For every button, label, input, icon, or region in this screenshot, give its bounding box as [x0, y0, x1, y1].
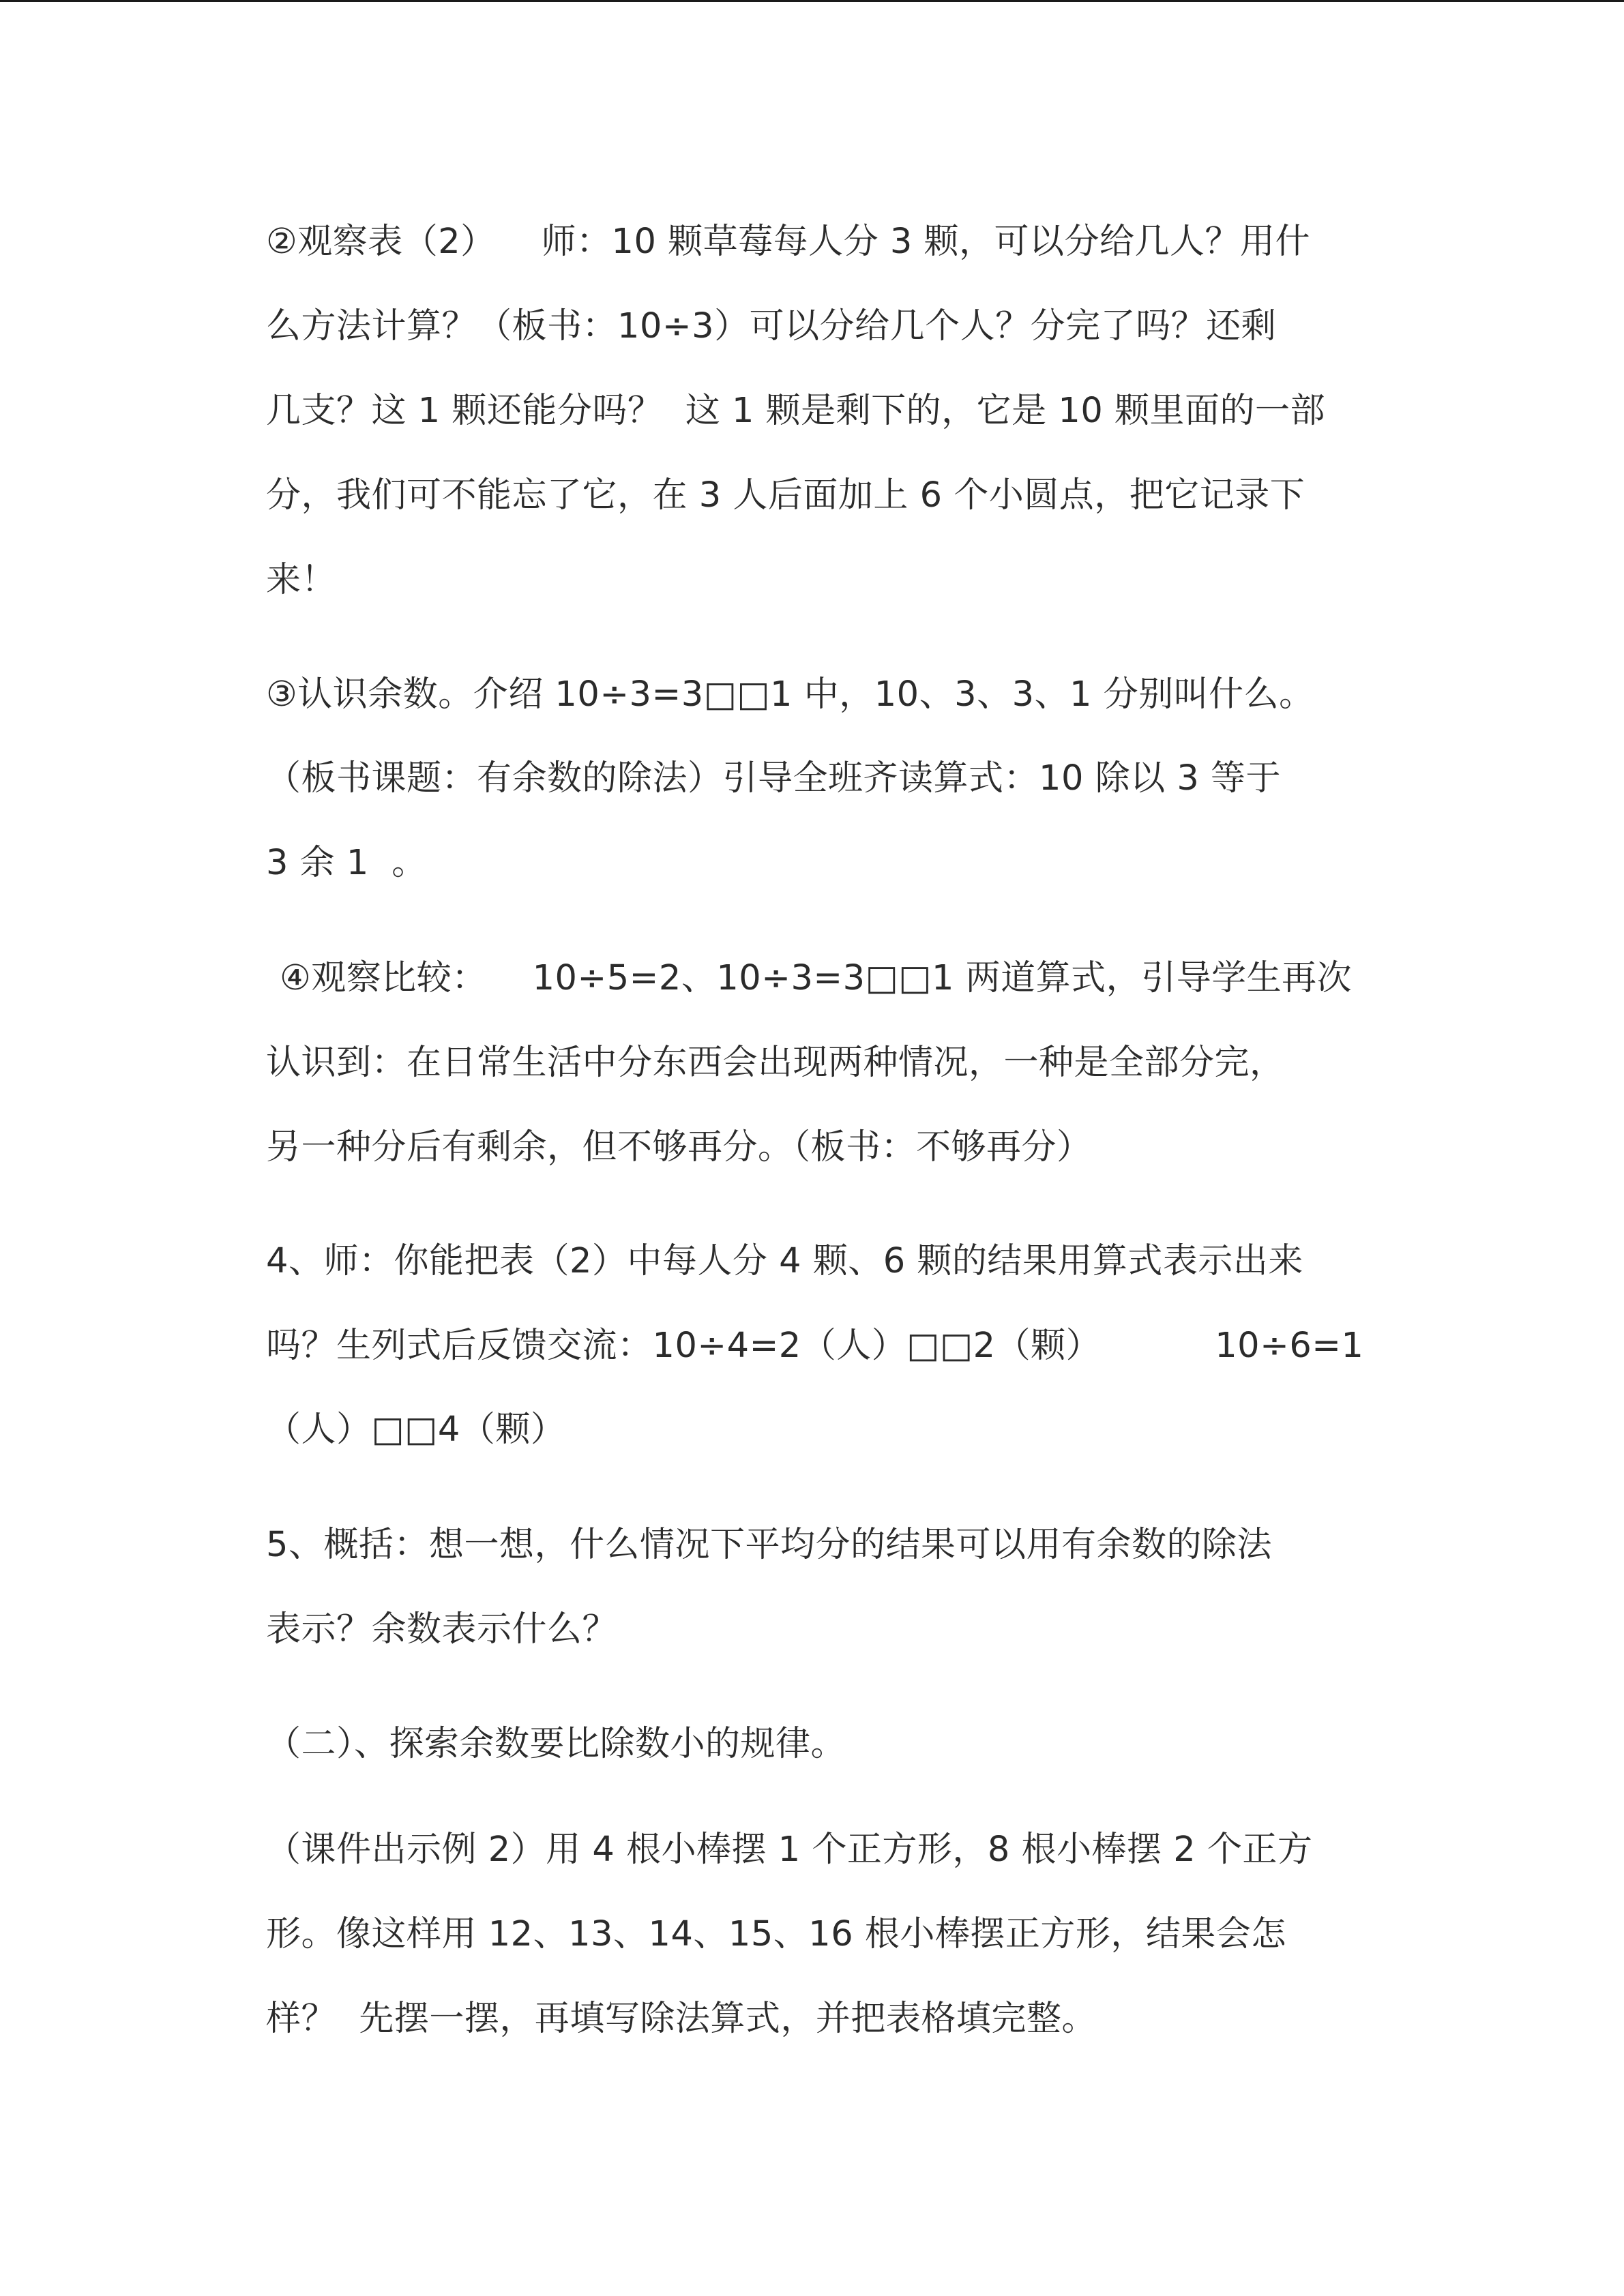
text-line: 表示？余数表示什么？ [266, 1609, 618, 1650]
text-line: 5、概括：想一想，什么情况下平均分的结果可以用有余数的除法 [266, 1525, 1272, 1565]
text-line: ③认识余数。介绍 10÷3=3□□1 中，10、3、3、1 分别叫什么。 [266, 674, 1314, 715]
text-line: 分，我们可不能忘了它，在 3 人后面加上 6 个小圆点，把它记录下 [266, 475, 1305, 516]
text-line: 认识到：在日常生活中分东西会出现两种情况，一种是全部分完， [266, 1043, 1285, 1083]
page-top-border [0, 0, 1624, 2]
text-line: （人）□□4（颗） [266, 1410, 566, 1450]
text-line: 么方法计算？（板书：10÷3）可以分给几个人？分完了吗？还剩 [266, 306, 1277, 346]
text-line: 样？ 先摆一摆，再填写除法算式，并把表格填完整。 [266, 1999, 1097, 2039]
text-line: 来！ [266, 560, 337, 600]
text-line: 吗？生列式后反馈交流：10÷4=2（人）□□2（颗） 10÷6=1 [266, 1326, 1364, 1366]
text-line: 另一种分后有剩余，但不够再分。（板书：不够再分） [266, 1127, 1092, 1167]
text-line: （课件出示例 2）用 4 根小棒摆 1 个正方形，8 根小棒摆 2 个正方 [266, 1830, 1313, 1870]
text-line: 形。像这样用 12、13、14、15、16 根小棒摆正方形，结果会怎 [266, 1914, 1286, 1954]
text-line: ④观察比较： 10÷5=2、10÷3=3□□1 两道算式，引导学生再次 [280, 958, 1353, 998]
text-line: 4、师：你能把表（2）中每人分 4 颗、6 颗的结果用算式表示出来 [266, 1241, 1303, 1281]
text-line: （板书课题：有余数的除法）引导全班齐读算式：10 除以 3 等于 [266, 758, 1281, 799]
section-heading: （二）、探索余数要比除数小的规律。 [266, 1724, 846, 1764]
text-line: ②观察表（2） 师：10 颗草莓每人分 3 颗，可以分给几人？用什 [266, 222, 1310, 262]
text-line: 几支？这 1 颗还能分吗？ 这 1 颗是剩下的，它是 10 颗里面的一部 [266, 391, 1325, 431]
text-line: 3 余 1 。 [266, 843, 427, 883]
